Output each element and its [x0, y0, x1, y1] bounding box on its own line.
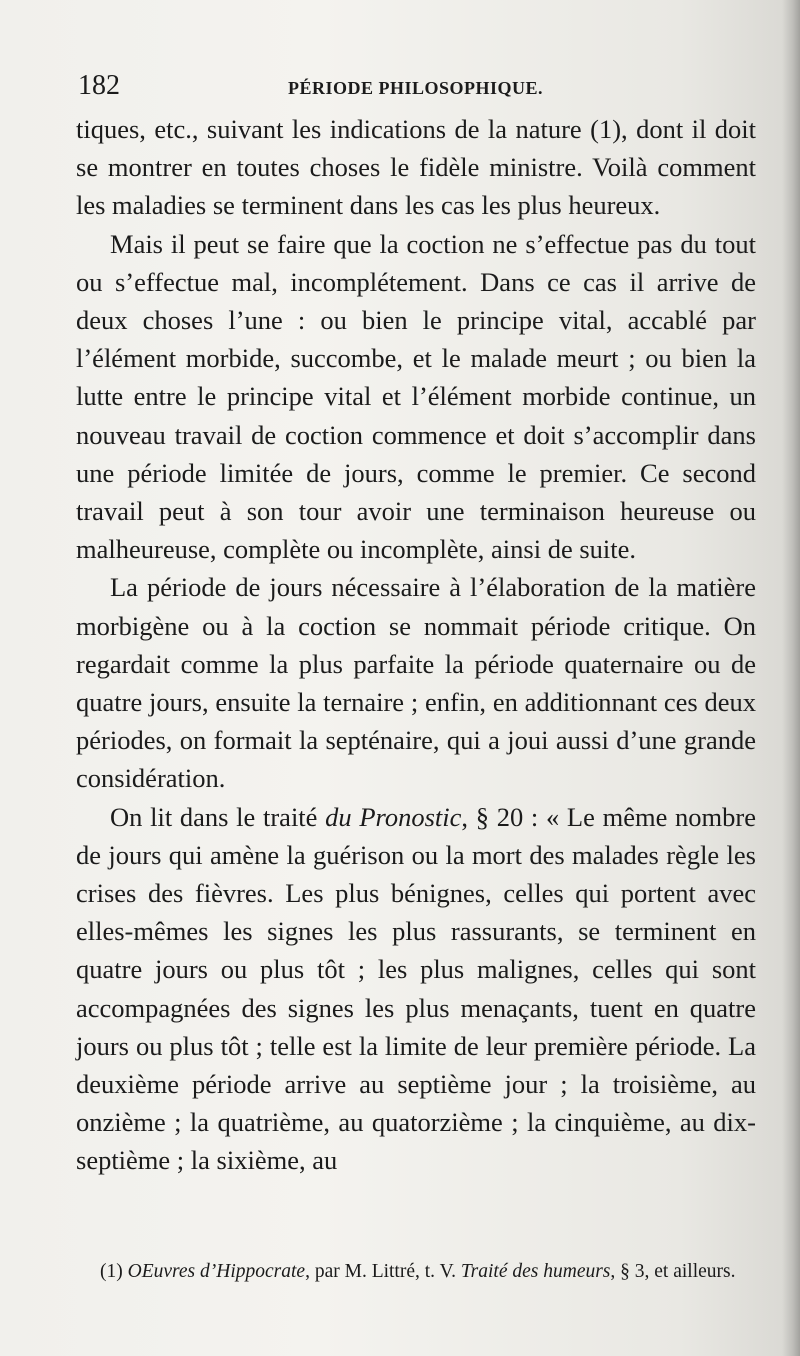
paragraph-4-rest: , § 20 : « Le même nombre de jours qui amène la guérison ou la mort des malades règle les crises des fièvres. Les plus bénignes, celles qui portent avec elles-mêmes les signes les plus rassurants, se terminent en quatre jours ou plus tôt ; les plus malignes, celles qui sont accompagnées des signes les plus menaçants, tuent en quatre jours ou plus tôt ; telle est la limite de leur première période. La deuxième période arrive au septième jour ; la troisième, au onzième ; la quatrième, au quatorzième ; la cinquième, au dix-septième ; la sixième, au [76, 801, 756, 1176]
running-head: PÉRIODE PHILOSOPHIQUE. [288, 78, 544, 98]
footnote-1 [78, 1258, 758, 1285]
treatise-title: du Pronostic [325, 801, 462, 832]
paragraph-4-start: On lit dans le traité [110, 801, 326, 832]
page-header [78, 70, 758, 106]
footnote-author: , par M. Littré, t. V. [305, 1261, 461, 1282]
page-edge-shadow [782, 0, 800, 1356]
paragraph-3: La période de jours nécessaire à l’élaboration de la matière morbigène ou à la coction se nommait période critique. On regardait comme la plus parfaite la période quaternaire ou de quatre jours, ensuite la ternaire ; enfin, en additionnant ces deux périodes, on formait la septénaire, qui a joui aussi d’une grande considération. [76, 572, 756, 794]
footnote-work-title: OEuvres d’Hippocrate [127, 1261, 306, 1282]
footnote-treatise-title: Traité des humeurs [460, 1261, 611, 1282]
footnote-end: , § 3, et ailleurs. [610, 1261, 736, 1282]
footnote [78, 1258, 758, 1285]
footnote-marker: (1) [100, 1261, 128, 1282]
paragraph-2: Mais il peut se faire que la coction ne s’effectue pas du tout ou s’effectue mal, incomplétement. Dans ce cas il arrive de deux choses l’une : ou bien le principe vital, accablé par l’élément morbide, succombe, et le malade meurt ; ou bien la lutte entre le principe vital et l’élément morbide continue, un nouveau travail de coction commence et doit s’accomplir dans une période limitée de jours, comme le premier. Ce second travail peut à son tour avoir une terminaison heureuse ou malheureuse, complète ou incomplète, ainsi de suite. [76, 228, 756, 565]
page-number: 182 [78, 70, 120, 101]
body-text [76, 110, 756, 1180]
paragraph-1: tiques, etc., suivant les indications de la nature (1), dont il doit se montrer en toutes choses le fidèle ministre. Voilà comment les maladies se terminent dans les cas les plus heureux. [76, 114, 756, 221]
paragraph-4 [76, 798, 756, 1180]
